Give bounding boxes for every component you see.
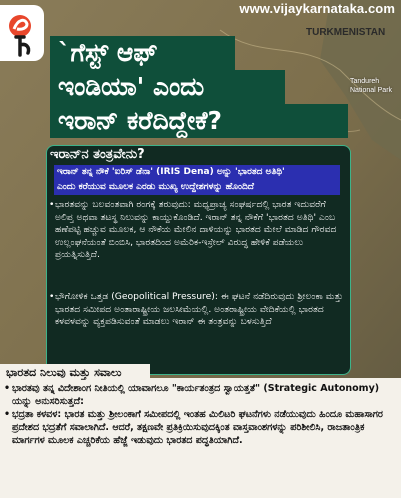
- card-highlight-line-1: [54, 165, 340, 180]
- card-highlight-text-1: ಇರಾನ್ ತನ್ನ ನೌಕೆ 'ಐರಿಸ್ ಡೆನಾ' (IRIS Dena) ಅನ್ನು 'ಭಾರತದ ಅತಿಥಿ': [57, 167, 285, 177]
- card-highlight-text-2: ಎಂದು ಕರೆಯುವ ಮೂಲಕ ಎರಡು ಮುಖ್ಯ ಉದ್ದೇಶಗಳನ್ನು ಹೊಂದಿದೆ: [57, 182, 254, 192]
- headline-line-3: ಇರಾನ್ ಕರೆದಿದ್ದೇಕೆ?: [50, 104, 348, 138]
- card-bullet-2: • ಭೌಗೋಳಿಕ ಒತ್ತಡ (Geopolitical Pressure): ಈ ಘಟನೆ ನಡೆದಿರುವುದು ಶ್ರೀಲಂಕಾ ಮತ್ತು ಭಾರತದ ಸಮೀಪದ ಅಂತಾರಾಷ್ಟ್ರೀಯ ಜಲಸೀಮೆಯಲ್ಲಿ. ಅಂತರಾಷ್ಟ್ರೀಯ ವೇದಿಕೆಯಲ್ಲಿ ಭಾರತದ ಕಳವಳವನ್ನು ವ್ಯಕ್ತಪಡಿಸುವಂತೆ ಮಾಡಲು ಇರಾನ್ ಈ ತಂತ್ರವನ್ನು ಬಳಸುತ್ತಿದೆ: [55, 291, 347, 329]
- map-label-tandureh: Tandureh National Park: [350, 78, 393, 94]
- vijay-karnataka-logo[interactable]: [0, 5, 44, 61]
- headline-line-2: ಇಂಡಿಯಾ' ಎಂದು: [50, 70, 285, 104]
- card-highlight-line-2: [54, 180, 340, 195]
- headline-line-1: `ಗೆಸ್ಟ್ ಆಫ್: [50, 36, 235, 70]
- site-url[interactable]: www.vijaykarnataka.com: [239, 1, 395, 16]
- card-bullet-1: • ಭಾರತವನ್ನು ಬಲವಂತವಾಗಿ ರಂಗಕ್ಕೆ ತರುವುದು: ಮಧ್ಯಪ್ರಾಚ್ಯ ಸಂಘರ್ಷದಲ್ಲಿ ಭಾರತ ಇದುವರೆಗೆ ಅಲಿಪ್ತ ಅಥವಾ ತಟಸ್ಥ ನಿಲುವನ್ನು ಕಾಯ್ದುಕೊಂಡಿದೆ. ಇರಾನ್ ತನ್ನ ನೌಕೆಗೆ 'ಭಾರತದ ಅತಿಥಿ' ಎಂಬ ಹಣೆಪಟ್ಟಿ ಹಚ್ಚುವ ಮೂಲಕ, ಆ ನೌಕೆಯ ಮೇಲಿನ ದಾಳಿಯನ್ನು ಭಾರತದ ಮೇಲೆ ಮಾಡಿದ ಗೌರವದ ಉಲ್ಲಂಘನೆಯಂತೆ ಬಿಂಬಿಸಿ, ಭಾರತದಿಂದ ಅಮೆರಿಕ-ಇಸ್ರೇಲ್ ವಿರುದ್ಧ ಹೇಳಿಕೆ ಪಡೆಯಲು ಪ್ರಯತ್ನಿಸುತ್ತಿದೆ.: [55, 199, 347, 262]
- map-label-turkmenistan: TURKMENISTAN: [306, 27, 386, 38]
- logo-icon: [0, 5, 44, 61]
- top-bar: [0, 0, 401, 20]
- section2-bullet-2: • ಭದ್ರತಾ ಕಳವಳ: ಭಾರತ ಮತ್ತು ಶ್ರೀಲಂಕಾಗೆ ಸಮೀಪದಲ್ಲಿ ಇಂತಹ ಮಿಲಿಟರಿ ಘಟನೆಗಳು ನಡೆಯುವುದು ಹಿಂದೂ ಮಹಾಸಾಗರ ಪ್ರದೇಶದ ಭದ್ರತೆಗೆ ಸವಾಲಾಗಿದೆ. ಆದರೆ, ತಕ್ಷಣವೇ ಪ್ರತಿಕ್ರಿಯಿಸುವುದಕ್ಕಿಂತ ವಾಸ್ತವಾಂಶಗಳನ್ನು ಪರಿಶೀಲಿಸಿ, ರಾಜತಾಂತ್ರಿಕ ಮಾರ್ಗಗಳ ಮೂಲಕ ಎಚ್ಚರಿಕೆಯ ಹೆಜ್ಜೆ ಇಡುವುದು ಭಾರತದ ಪದ್ಧತಿಯಾಗಿದೆ.: [12, 408, 396, 447]
- section2-bullet-1: • ಭಾರತವು ತನ್ನ ವಿದೇಶಾಂಗ ನೀತಿಯಲ್ಲಿ ಯಾವಾಗಲೂ "ಕಾರ್ಯತಂತ್ರದ ಸ್ವಾಯತ್ತತೆ" (Strategic Autonomy) ಯನ್ನು ಅನುಸರಿಸುತ್ತದೆ:: [12, 382, 396, 408]
- section2-title: ಭಾರತದ ನಿಲುವು ಮತ್ತು ಸವಾಲು: [0, 364, 150, 382]
- card-title: ಇರಾನ್‌ನ ತಂತ್ರವೇನು?: [50, 147, 145, 162]
- position-section: [0, 378, 401, 498]
